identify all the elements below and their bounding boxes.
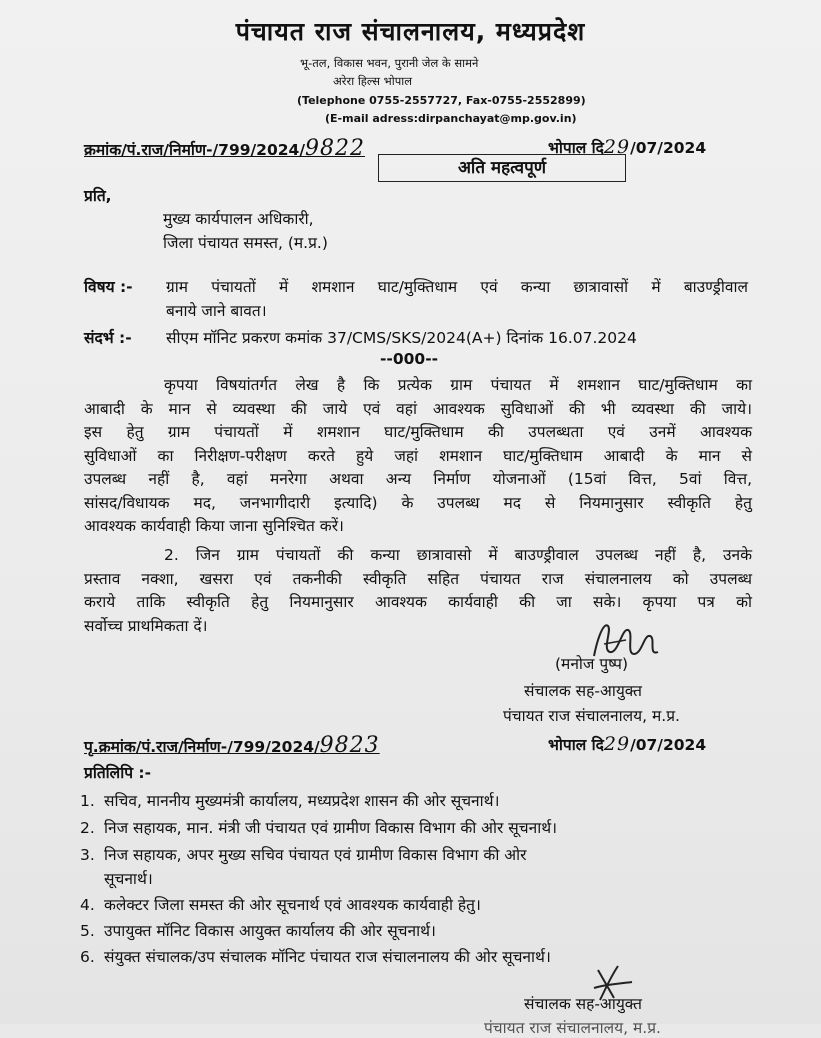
endorsement-date xyxy=(548,733,706,755)
subject-line-2: बनाये जाने बावत। xyxy=(166,302,267,320)
para1-line: सुविधाओं का निरीक्षण-परीक्षण करते हुये जहां शमशान घाट/मुक्तिधाम आबादी के मान से xyxy=(84,446,752,465)
copy-list-item: 6. संयुक्त संचालक/उप संचालक मॉनिट पंचायत राज संचालनालय की ओर सूचनार्थ। xyxy=(80,948,551,966)
para2-line: प्रस्ताव नक्शा, खसरा एवं तकनीकी स्वीकृति सहित पंचायत राज संचालनालय को उपलब्ध xyxy=(84,569,752,588)
para1-line: आवश्यक कार्यवाही किया जाना सुनिश्चित करें। xyxy=(84,517,344,535)
copy-list-item: 3. निज सहायक, अपर मुख्य सचिव पंचायत एवं ग्रामीण विकास विभाग की ओर सूचनार्थ। xyxy=(80,846,527,888)
recipient-line-2: जिला पंचायत समस्त, (म.प्र.) xyxy=(163,234,328,252)
place-date-prefix: भोपाल दि xyxy=(548,139,604,157)
context-label: संदर्भ :- xyxy=(84,329,132,347)
signatory-office: पंचायत राज संचालनालय, म.प्र. xyxy=(503,707,680,725)
copy-list-item: 2. निज सहायक, मान. मंत्री जी पंचायत एवं ग्रामीण विकास विभाग की ओर सूचनार्थ। xyxy=(80,819,558,837)
reference-prefix: क्रमांक/पं.राज/निर्माण-/799/2024/ xyxy=(84,141,305,159)
endorsement-signatory-office: पंचायत राज संचालनालय, म.प्र. xyxy=(484,1019,661,1037)
para1-line: आबादी के मान से व्यवस्था की जाये एवं वहां आवश्यक सुविधाओं की भी व्यवस्था की जाये। xyxy=(84,399,752,418)
endorsement-place-prefix: भोपाल दि xyxy=(548,736,604,754)
reference-number xyxy=(84,136,365,161)
address-line-1: भू-तल, विकास भवन, पुरानी जेल के सामने xyxy=(300,56,479,70)
handwritten-endorsement-number: 9823 xyxy=(319,733,380,758)
copy-list-item: 1. सचिव, माननीय मुख्यमंत्री कार्यालय, मध्यप्रदेश शासन की ओर सूचनार्थ। xyxy=(80,792,500,810)
context-text: सीएम मॉनिट प्रकरण कमांक 37/CMS/SKS/2024(A+) दिनांक 16.07.2024 xyxy=(166,329,637,347)
endorsement-number xyxy=(84,733,380,758)
para2-line: सर्वोच्च प्राथमिकता दें। xyxy=(84,616,208,635)
subject-label: विषय :- xyxy=(84,278,133,296)
subject-line-1: ग्राम पंचायतों में शमशान घाट/मुक्तिधाम एवं कन्या छात्रावासों में बाउण्ड्रीवाल xyxy=(166,278,748,296)
para2-line: 2. जिन ग्राम पंचायतों की कन्या छात्रावासो में बाउण्ड्रीवाल उपलब्ध नहीं है, उनके xyxy=(164,546,752,564)
handwritten-day: 29 xyxy=(603,136,631,158)
para1-line: सांसद/विधायक मद, जनभागीदारी इत्यादि) के उपलब्ध मद से नियमानुसार स्वीकृति हेतु xyxy=(84,493,752,512)
endorsement-date-suffix: /07/2024 xyxy=(630,736,707,754)
signatory-name: (मनोज पुष्प) xyxy=(555,655,629,673)
para1-line: उपलब्ध नहीं है, वहां मनरेगा अथवा अन्य निर्माण योजनाओं (15वां वित्त, 5वां वित्त, xyxy=(84,470,752,488)
copy-list-item: 4. कलेक्टर जिला समस्त की ओर सूचनार्थ एवं आवश्यक कार्यवाही हेतु। xyxy=(80,896,481,914)
phone-fax: (Telephone 0755-2557727, Fax-0755-2552899) xyxy=(297,94,586,107)
body-paragraph-1 xyxy=(84,374,752,539)
para2-line: कराये ताकि स्वीकृति हेतु नियमानुसार आवश्यक कार्यवाही की जा सके। कृपया पत्र को xyxy=(84,593,752,611)
office-title: पंचायत राज संचालनालय, मध्यप्रदेश xyxy=(235,17,586,46)
date-suffix: /07/2024 xyxy=(630,139,707,157)
handwritten-dispatch-number: 9822 xyxy=(304,136,365,161)
priority-box: अति महत्वपूर्ण xyxy=(378,154,626,182)
para1-line: इस हेतु ग्राम पंचायतों में शमशान घाट/मुक्तिधाम की उपलब्धता एवं उनमें आवश्यक xyxy=(84,423,752,441)
handwritten-endorsement-day: 29 xyxy=(603,733,631,755)
copy-label: प्रतिलिपि :- xyxy=(84,764,152,782)
para1-line: कृपया विषयांतर्गत लेख है कि प्रत्येक ग्राम पंचायत में शमशान घाट/मुक्तिधाम का xyxy=(164,376,752,394)
recipient-prefix: प्रति, xyxy=(84,187,112,205)
endorsement-signatory-designation: संचालक सह-आयुक्त xyxy=(524,995,642,1013)
address-line-2: अरेरा हिल्स भोपाल xyxy=(333,74,413,88)
separator: --000-- xyxy=(380,350,439,368)
email-address: (E-mail adress:dirpanchayat@mp.gov.in) xyxy=(325,112,577,125)
endorsement-prefix: पृ.क्रमांक/पं.राज/निर्माण-/799/2024/ xyxy=(84,738,320,756)
recipient-line-1: मुख्य कार्यपालन अधिकारी, xyxy=(163,210,314,228)
signatory-designation: संचालक सह-आयुक्त xyxy=(524,682,642,700)
copy-list-item: 5. उपायुक्त मॉनिट विकास आयुक्त कार्यालय की ओर सूचनार्थ। xyxy=(80,922,436,940)
